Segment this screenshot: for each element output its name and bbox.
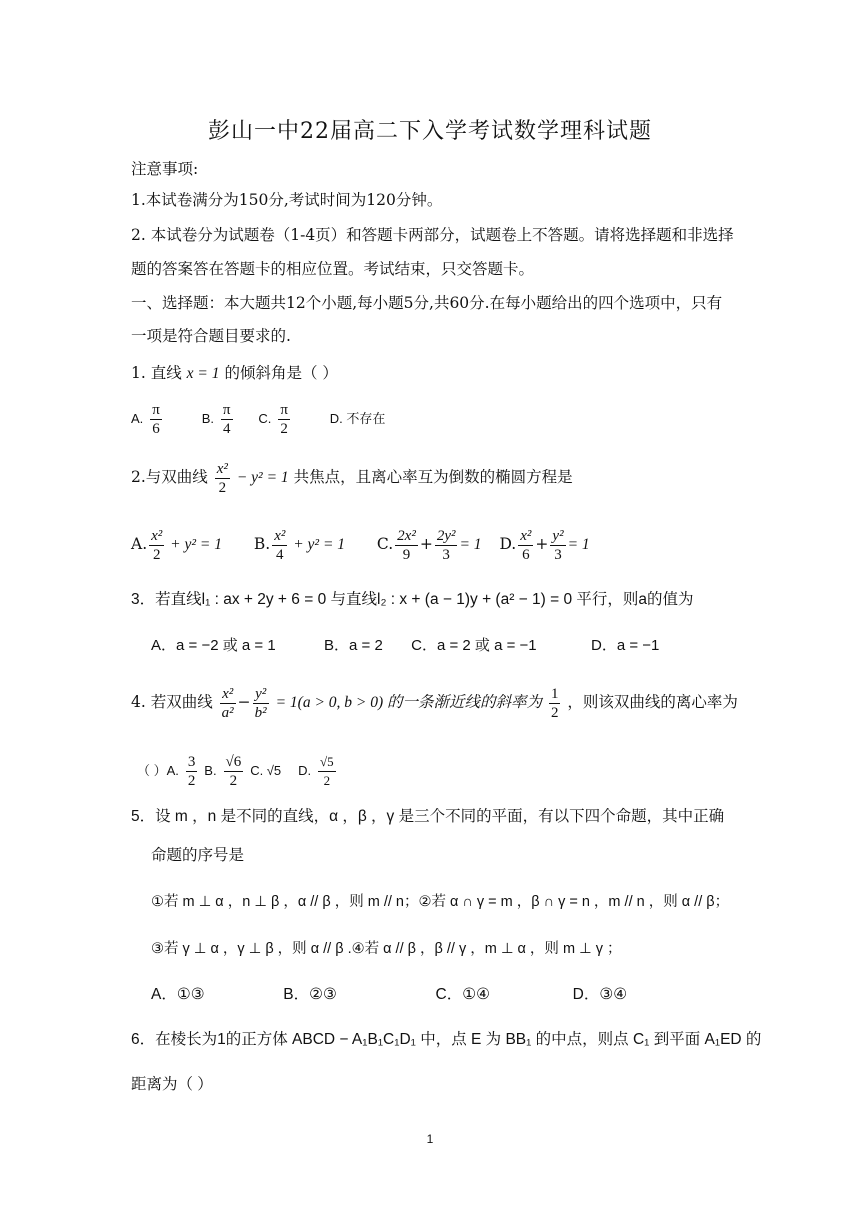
section-heading-line1: 一、选择题：本大题共12个小题,每小题5分,共60分.在每小题给出的四个选项中，只有 <box>131 294 723 312</box>
q3-option-a: A．a = −2 或 a = 1 <box>151 637 276 654</box>
question-4-options <box>137 748 338 793</box>
q5-option-d: D．③④ <box>572 986 628 1003</box>
q4-option-a-fraction: $\frac{3}{2}$ <box>187 753 196 789</box>
question-3-options <box>151 635 659 657</box>
q4-stem-post: ，则该双曲线的离心率为 <box>567 693 738 711</box>
q1-option-b-fraction: $\frac{\pi}{4}$ <box>222 401 231 437</box>
q2-hyperbola-fraction: $\frac{\text{x²}}{2}$ <box>216 460 228 496</box>
question-2-options <box>131 522 590 567</box>
q4-stem-mid: = 1(a > 0, b > 0) 的一条渐近线的斜率为 <box>275 694 543 711</box>
question-5-stem-line2: 命题的序号是 <box>151 847 245 864</box>
question-3-stem: 3．若直线l₁ : ax + 2y + 6 = 0 与直线l₂ : x + (a − 1)y + (a² − 1) = 0 平行，则a的值为 <box>131 591 694 608</box>
q5-option-a: A．①③ <box>151 986 205 1003</box>
q1-option-b-label: B. <box>201 411 214 426</box>
q3-option-c: C．a = 2 或 a = −1 <box>411 637 537 654</box>
page-number: 1 <box>426 1132 434 1146</box>
q4-option-d-fraction: $\frac{√5}{2}$ <box>320 753 334 788</box>
q4-slope-fraction: $\frac{1}{2}$ <box>550 685 559 721</box>
section-heading-line2: 一项是符合题目要求的. <box>131 327 291 345</box>
q4-option-c: C. √5 <box>250 763 282 778</box>
q2-option-d: D. $\frac{\text{x²}}{6}$ + $\frac{\text{y²}}{3}$ = 1 <box>499 527 590 563</box>
q4-option-b-label: B. <box>204 763 217 778</box>
q1-option-c-label: C. <box>258 411 272 426</box>
question-6-stem-line2: 距离为（ ） <box>131 1076 213 1093</box>
q1-option-d: D. 不存在 <box>329 411 386 426</box>
q5-option-c: C．①④ <box>435 986 491 1003</box>
notice-item-2-line2: 题的答案答在答题卡的相应位置。考试结束，只交答题卡。 <box>131 260 535 278</box>
q5-option-b: B．②③ <box>283 986 337 1003</box>
question-5-propositions-line2: ③若 γ ⊥ α ，γ ⊥ β ，则 α // β .④若 α // β ，β // γ ，m ⊥ α ，则 m ⊥ γ ； <box>151 941 622 957</box>
q1-stem-math: x = 1 <box>186 365 220 382</box>
notice-item-2-line1: 2. 本试卷分为试题卷（1-4页）和答题卡两部分，试题卷上不答题。请将选择题和非选择 <box>131 226 734 244</box>
q1-stem-post: 的倾斜角是（ ） <box>224 364 338 382</box>
q4-option-a-label: （ ）A. <box>137 763 179 778</box>
q2-option-c: C. $\frac{\text{2x²}}{9}$ + $\frac{\text{2y²}}{3}$ = 1 <box>376 527 482 563</box>
question-4-stem: 4. 若双曲线 $\frac{\text{x²}}{\text{a²}}$ − $\frac{\text{y²}}{\text{b²}}$ = 1(a > 0, b > 0) 的一条渐近线的斜率为 $\frac{1}{2}$ ，则该双曲线的离心率为 <box>131 685 738 721</box>
q2-stem-pre: 2.与双曲线 <box>131 468 208 486</box>
q2-stem-post: 共焦点，且离心率互为倒数的椭圆方程是 <box>293 468 573 486</box>
notice-item-1: 1.本试卷满分为150分,考试时间为120分钟。 <box>131 191 443 209</box>
question-5-propositions-line1: ①若 m ⊥ α ，n ⊥ β ，α // β ，则 m // n；②若 α ∩ γ = m ，β ∩ γ = n ，m // n ，则 α // β； <box>151 894 730 910</box>
q1-option-c-fraction: $\frac{\pi}{2}$ <box>280 401 288 437</box>
question-1-stem <box>131 362 338 385</box>
page-title: 彭山一中22届高二下入学考试数学理科试题 <box>208 119 652 144</box>
q4-option-d-label: D. <box>298 763 312 778</box>
q1-option-a-label: A. <box>131 411 144 426</box>
q1-stem-pre: 1. 直线 <box>131 364 182 382</box>
q2-option-a: A. $\frac{\text{x²}}{2}$ + y² = 1 <box>131 527 222 563</box>
q3-option-b: B．a = 2 <box>324 637 383 654</box>
q2-hyperbola-rest: − y² = 1 <box>236 469 289 486</box>
question-5-options <box>151 984 627 1006</box>
notice-heading: 注意事项: <box>131 160 199 178</box>
question-2-stem <box>131 455 573 500</box>
q4-stem-pre: 4. 若双曲线 <box>131 693 213 711</box>
q3-option-d: D．a = −1 <box>591 637 660 654</box>
q2-option-b: B. $\frac{\text{x²}}{4}$ + y² = 1 <box>253 527 346 563</box>
q4-option-b-fraction: $\frac{√6}{2}$ <box>225 753 242 789</box>
q1-option-a-fraction: $\frac{\pi}{6}$ <box>152 401 160 437</box>
question-5-stem-line1: 5．设 m ，n 是不同的直线，α ，β ，γ 是三个不同的平面，有以下四个命题，其中正确 <box>131 808 725 825</box>
question-1-options <box>131 398 385 439</box>
question-6-stem-line1: 6．在棱长为1的正方体 ABCD − A₁B₁C₁D₁ 中，点 E 为 BB₁ 的中点，则点 C₁ 到平面 A₁ED 的 <box>131 1031 762 1048</box>
